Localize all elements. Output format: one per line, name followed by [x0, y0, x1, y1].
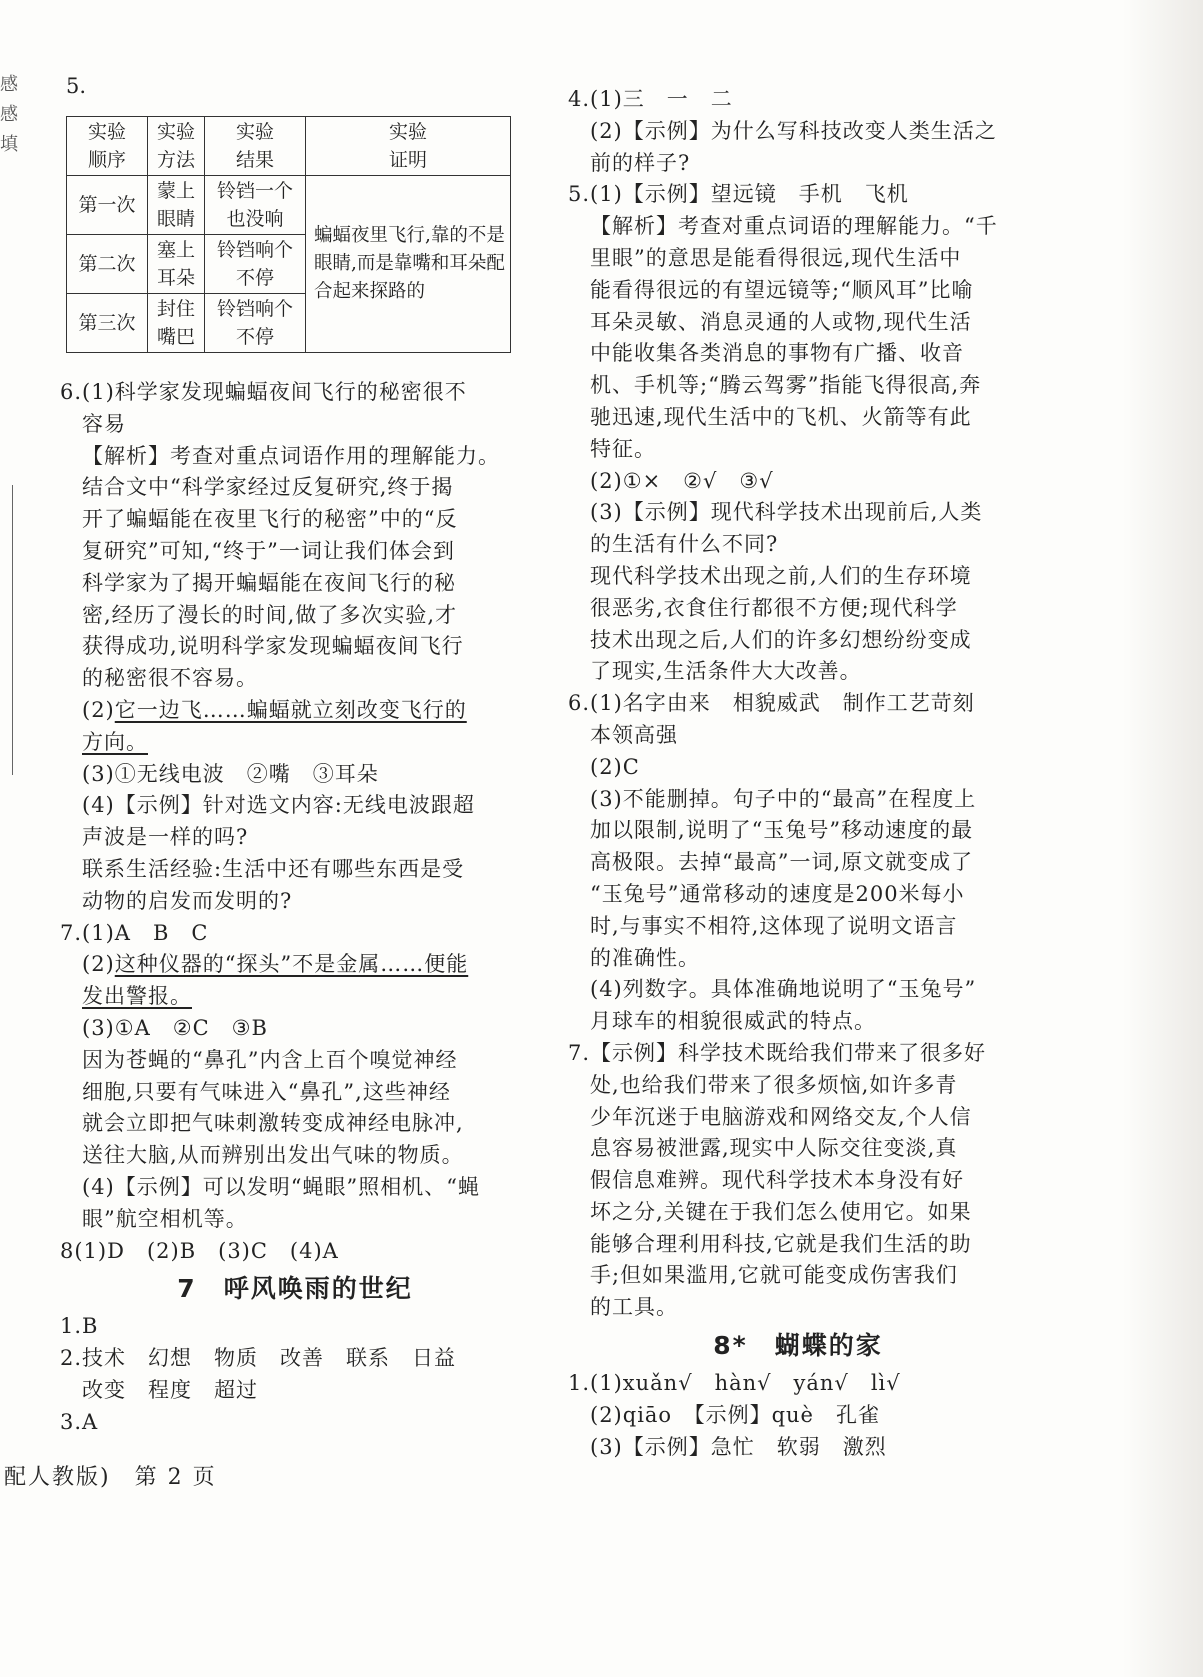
answer-line — [60, 727, 530, 759]
line-text: 处,也给我们带来了很多烦恼,如许多青 — [590, 1072, 958, 1097]
answer-line — [568, 815, 1028, 847]
line-text: 能够合理利用科技,它就是我们生活的助 — [590, 1231, 972, 1256]
answer-line — [60, 409, 530, 441]
answer-line — [568, 529, 1028, 561]
table-header-row — [67, 117, 511, 176]
answer-line — [568, 370, 1028, 402]
line-text: 假信息难辨。现代科学技术本身没有好 — [590, 1168, 964, 1193]
line-text: 容易 — [82, 411, 126, 436]
edge-char: 感 — [0, 104, 18, 125]
line-text: 里眼”的意思是能看得很远,现代生活中 — [590, 245, 962, 270]
line-text: 加以限制,说明了“玉兔号”移动速度的最 — [590, 818, 974, 843]
underlined-answer: 方向。 — [82, 729, 148, 754]
answer-line — [568, 1197, 1028, 1229]
table-cell: 铃铛响个 不停 — [205, 235, 306, 294]
line-text: 驰迅速,现代生活中的飞机、火箭等有此 — [590, 404, 972, 429]
table-cell: 蒙上 眼睛 — [148, 176, 205, 235]
answer-line — [60, 759, 530, 791]
underlined-answer: 它一边飞……蝙蝠就立刻改变飞行的 — [114, 697, 467, 722]
line-text: 眼”航空相机等。 — [82, 1206, 248, 1231]
answer-line — [60, 377, 530, 409]
answer-line — [568, 84, 1028, 116]
edge-char: 填 — [0, 134, 18, 155]
answer-line — [60, 695, 530, 727]
answer-line — [568, 625, 1028, 657]
line-text: (2)C — [590, 754, 640, 779]
answer-line — [568, 497, 1028, 529]
line-text: “玉兔号”通常移动的速度是200米每小 — [590, 881, 965, 906]
line-text: (2)【示例】为什么写科技改变人类生活之 — [590, 118, 997, 143]
answer-line — [60, 536, 530, 568]
answer-line — [568, 1292, 1028, 1324]
answer-line — [568, 1432, 1028, 1464]
underlined-answer: 这种仪器的“探头”不是金属……便能 — [114, 952, 469, 977]
answer-line — [568, 1133, 1028, 1165]
answer-line — [60, 1045, 530, 1077]
line-text: 7 呼风唤雨的世纪 — [177, 1274, 413, 1304]
line-text: 7.【示例】科学技术既给我们带来了很多好 — [568, 1040, 987, 1065]
table-cell: 铃铛响个 不停 — [205, 294, 306, 353]
line-text: 现代科学技术出现之前,人们的生存环境 — [590, 563, 972, 588]
line-text: 息容易被泄露,现实中人际交往变淡,真 — [590, 1136, 958, 1161]
binding-edge-line — [0, 485, 13, 775]
edge-char — [0, 400, 18, 430]
answer-line — [568, 434, 1028, 466]
answer-line — [568, 1260, 1028, 1292]
line-text: 联系生活经验:生活中还有哪些东西是受 — [82, 856, 465, 881]
edge-char — [0, 250, 18, 280]
answer-line — [568, 561, 1028, 593]
line-text: 时,与事实不相符,这体现了说明文语言 — [590, 913, 958, 938]
line-text: (3)①A ②C ③B — [82, 1015, 268, 1040]
answer-line — [60, 918, 530, 950]
answer-line — [60, 981, 530, 1013]
answer-line — [568, 402, 1028, 434]
left-answer-column — [60, 377, 530, 1439]
table-row — [67, 176, 511, 235]
line-text: 了现实,生活条件大大改善。 — [590, 659, 862, 684]
answer-line — [60, 1204, 530, 1236]
answer-line — [568, 338, 1028, 370]
table-cell: 塞上 耳朵 — [148, 235, 205, 294]
answer-line — [60, 504, 530, 536]
answer-line — [568, 1229, 1028, 1261]
right-answer-column — [568, 84, 1028, 1463]
line-text: 3.A — [60, 1409, 99, 1434]
line-text: 改变 程度 超过 — [82, 1377, 258, 1402]
line-text: (3)不能删掉。句子中的“最高”在程度上 — [590, 786, 977, 811]
answer-line — [60, 441, 530, 473]
line-text: 送往大脑,从而辨别出发出气味的物质。 — [82, 1143, 464, 1168]
line-text: 8(1)D (2)B (3)C (4)A — [60, 1238, 339, 1263]
line-text: 1.B — [60, 1314, 99, 1339]
answer-line — [60, 1407, 530, 1439]
line-text: 就会立即把气味刺激转变成神经电脉冲, — [82, 1111, 464, 1136]
line-text: 4.(1)三 一 二 — [568, 87, 733, 111]
line-text: (2)qiāo 【示例】què 孔雀 — [590, 1402, 880, 1427]
line-text: 动物的启发而发明的? — [82, 888, 293, 913]
answer-line — [60, 854, 530, 886]
answer-line — [60, 1013, 530, 1045]
table-cell: 封住 嘴巴 — [148, 294, 205, 353]
answer-line — [60, 1077, 530, 1109]
answer-line — [568, 243, 1028, 275]
header-cell: 实验 证明 — [306, 117, 511, 176]
line-text: 少年沉迷于电脑游戏和网络交友,个人信 — [590, 1104, 972, 1129]
header-cell: 实验 顺序 — [67, 117, 148, 176]
answer-line — [568, 847, 1028, 879]
section-title — [60, 1269, 530, 1309]
line-text: (2) — [82, 952, 115, 977]
answer-line — [60, 568, 530, 600]
answer-line — [568, 1400, 1028, 1432]
answer-line — [60, 1108, 530, 1140]
answer-line — [60, 886, 530, 918]
line-text: (3)【示例】现代科学技术出现前后,人类 — [590, 500, 983, 525]
line-text: 耳朵灵敏、消息灵通的人或物,现代生活 — [590, 309, 972, 334]
answer-line — [60, 1140, 530, 1172]
proof-cell: 蝙蝠夜里飞行,靠的不是眼睛,而是靠嘴和耳朵配合起来探路的 — [306, 176, 511, 353]
line-text: 技术出现之后,人们的许多幻想纷纷变成 — [590, 627, 972, 652]
line-text: 复研究”可知,“终于”一词让我们体会到 — [82, 538, 455, 563]
answer-line — [568, 275, 1028, 307]
edge-char — [0, 310, 18, 340]
line-text: (2) — [82, 697, 115, 722]
line-text: 2.技术 幻想 物质 改善 联系 日益 — [60, 1346, 457, 1371]
line-text: 【解析】考查对重点词语的理解能力。“千 — [590, 214, 998, 239]
edge-char — [0, 190, 18, 220]
table-cell: 第二次 — [67, 235, 148, 294]
answer-line — [568, 752, 1028, 784]
line-text: 结合文中“科学家经过反复研究,终于揭 — [82, 475, 454, 500]
answer-line — [60, 1343, 530, 1375]
answer-line — [568, 1070, 1028, 1102]
answer-line — [60, 822, 530, 854]
page-shadow — [1123, 0, 1203, 1677]
line-text: 机、手机等;“腾云驾雾”指能飞得很高,奔 — [590, 373, 982, 398]
line-text: 月球车的相貌很威武的特点。 — [590, 1009, 876, 1034]
line-text: 声波是一样的吗? — [82, 825, 249, 850]
answer-line — [568, 307, 1028, 339]
line-text: (3)【示例】急忙 软弱 激烈 — [590, 1434, 887, 1459]
experiment-table — [66, 116, 511, 353]
answer-line — [568, 1368, 1028, 1400]
line-text: 前的样子? — [590, 150, 691, 175]
line-text: 【解析】考查对重点词语作用的理解能力。 — [82, 443, 500, 468]
line-text: 高极限。去掉“最高”一词,原文就变成了 — [590, 850, 974, 875]
answer-line — [568, 688, 1028, 720]
line-text: (2)①× ②√ ③√ — [590, 468, 774, 493]
answer-line — [568, 1165, 1028, 1197]
answer-line — [568, 148, 1028, 180]
line-text: 的生活有什么不同? — [590, 532, 779, 557]
edge-char — [0, 340, 18, 370]
answer-line — [568, 656, 1028, 688]
line-text: (4)【示例】可以发明“蝇眼”照相机、“蝇 — [82, 1174, 480, 1199]
answer-line — [568, 784, 1028, 816]
answer-line — [60, 600, 530, 632]
answer-line — [60, 631, 530, 663]
line-text: 7.(1)A B C — [60, 920, 209, 945]
answer-line — [568, 911, 1028, 943]
line-text: 6.(1)科学家发现蝙蝠夜间飞行的秘密很不 — [60, 380, 467, 404]
section-title — [568, 1326, 1028, 1366]
answer-line — [568, 1102, 1028, 1134]
line-text: 手;但如果滥用,它就可能变成伤害我们 — [590, 1263, 958, 1288]
line-text: 开了蝙蝠能在夜里飞行的秘密”中的“反 — [82, 507, 458, 532]
answer-line — [568, 211, 1028, 243]
table-cell: 第三次 — [67, 294, 148, 353]
line-text: 坏之分,关键在于我们怎么使用它。如果 — [590, 1199, 972, 1224]
edge-char — [0, 280, 18, 310]
answer-line — [60, 472, 530, 504]
answer-line — [60, 949, 530, 981]
answer-line — [568, 1038, 1028, 1070]
line-text: 很恶劣,衣食住行都很不方便;现代科学 — [590, 595, 958, 620]
page-footer: 配人教版) 第 2 页 — [4, 1465, 217, 1490]
edge-char — [0, 430, 18, 460]
line-text: 1.(1)xuǎn√ hàn√ yán√ lì√ — [568, 1371, 901, 1396]
line-text: 细胞,只要有气味进入“鼻孔”,这些神经 — [82, 1079, 451, 1104]
line-text: 的工具。 — [590, 1295, 678, 1320]
answer-line — [60, 1311, 530, 1343]
line-text: 本领高强 — [590, 722, 678, 747]
edge-char — [0, 370, 18, 400]
answer-line — [568, 1006, 1028, 1038]
line-text: 8* 蝴蝶的家 — [713, 1331, 883, 1361]
line-text: 能看得很远的有望远镜等;“顺风耳”比喻 — [590, 277, 974, 302]
answer-line — [568, 879, 1028, 911]
answer-line — [568, 720, 1028, 752]
line-text: (4)列数字。具体准确地说明了“玉兔号” — [590, 977, 977, 1002]
answer-line — [60, 663, 530, 695]
header-cell: 实验 结果 — [205, 117, 306, 176]
answer-line — [568, 974, 1028, 1006]
answer-line — [60, 1236, 530, 1268]
edge-char: 感 — [0, 74, 18, 95]
header-cell: 实验 方法 — [148, 117, 205, 176]
line-text: 获得成功,说明科学家发现蝙蝠夜间飞行 — [82, 634, 464, 659]
answer-line — [60, 790, 530, 822]
line-text: 科学家为了揭开蝙蝠能在夜间飞行的秘 — [82, 570, 456, 595]
answer-line — [60, 1172, 530, 1204]
line-text: (3)①无线电波 ②嘴 ③耳朵 — [82, 761, 379, 786]
edge-char — [0, 220, 18, 250]
line-text: 中能收集各类消息的事物有广播、收音 — [590, 341, 964, 366]
line-text: 5.(1)【示例】望远镜 手机 飞机 — [568, 182, 909, 207]
answer-line — [568, 593, 1028, 625]
question-5-label: 5. — [66, 74, 87, 98]
line-text: 的秘密很不容易。 — [82, 666, 258, 691]
table-cell: 铃铛一个 也没响 — [205, 176, 306, 235]
line-text: 的准确性。 — [590, 945, 700, 970]
line-text: (4)【示例】针对选文内容:无线电波跟超 — [82, 793, 475, 818]
line-text: 密,经历了漫长的时间,做了多次实验,才 — [82, 602, 458, 627]
edge-char — [0, 160, 18, 190]
line-text: 6.(1)名字由来 相貌威武 制作工艺苛刻 — [568, 691, 975, 716]
line-text: 因为苍蝇的“鼻孔”内含上百个嗅觉神经 — [82, 1047, 458, 1072]
line-text: 特征。 — [590, 436, 656, 461]
answer-line — [568, 116, 1028, 148]
answer-line — [568, 179, 1028, 211]
answer-line — [568, 466, 1028, 498]
underlined-answer: 发出警报。 — [82, 984, 192, 1009]
answer-line — [568, 943, 1028, 975]
answer-line — [60, 1375, 530, 1407]
table-cell: 第一次 — [67, 176, 148, 235]
